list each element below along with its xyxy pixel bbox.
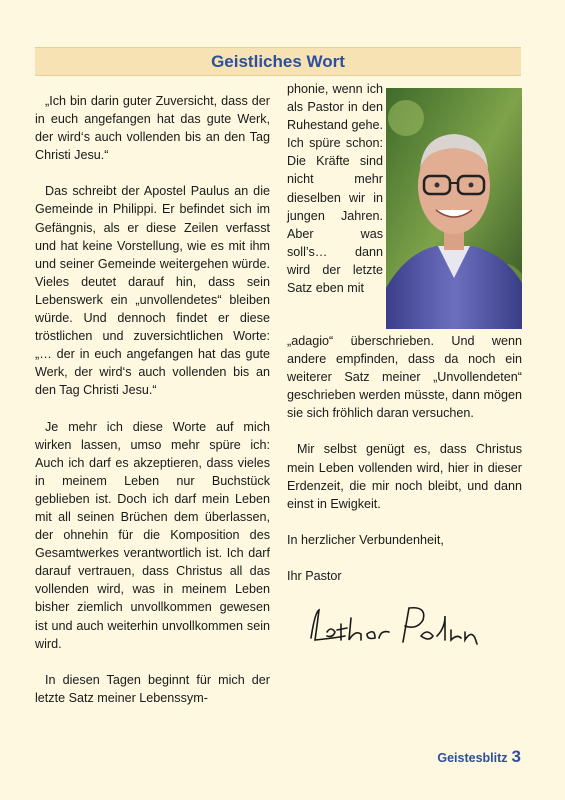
- page-number: 3: [511, 747, 521, 766]
- right-column-lower: [287, 332, 522, 585]
- page-footer: [437, 747, 521, 767]
- closing-text: In herzlicher Verbundenheit,: [287, 532, 444, 547]
- sign-off-text: Ihr Pastor: [287, 568, 342, 583]
- paragraph-paulus: Das schreibt der Apostel Paulus an die Gemeinde in Philippi. Er befindet sich im Gefängnis, als er diese Zeilen verfasst und hat keine Vorstellung, wie es mit ihm und seiner Gemeinde weitergehen würde. Vieles deutet darauf hin, dass sein Lebenswerk ein „unvollendetes“ bleiben würde. Und dennoch findet er diese tröstlichen und zuversichtlichen Worte: „… der in euch angefangen hat das gute Werk, der wird‘s auch vollenden bis an den Tag Christi Jesu.“: [35, 184, 270, 398]
- magazine-name: Geistesblitz: [437, 751, 508, 765]
- signature: [305, 602, 485, 652]
- paragraph-vollenden: Mir selbst genügt es, dass Christus mein Leben vollenden wird, hier in dieser Erdenzeit, die mir noch bleibt, und dann einst in Ewigkeit.: [287, 442, 522, 511]
- right-column-narrow: [287, 80, 383, 297]
- page-title: Geistliches Wort: [35, 47, 521, 76]
- pastor-photo: [386, 88, 522, 329]
- paragraph-lebenssymphonie: In diesen Tagen beginnt für mich der letzte Satz meiner Lebenssym-: [35, 672, 270, 705]
- paragraph-adagio: „adagio“ überschrieben. Und wenn andere empfinden, dass da noch ein weiterer Satz meiner „Unvollendeten“ geschrieben werden müsste, dann mögen sie sich fröhlich daran versuchen.: [287, 334, 522, 421]
- paragraph-reflection: Je mehr ich diese Worte auf mich wirken lassen, umso mehr spüre ich: Auch ich darf es akzeptieren, dass vieles in meinem Leben nur Buchstück geblieben ist. Doch ich darf mein Leben mit all seinen Brüchen dem überlassen, der ohnehin für die Komposition des Gesamtwerkes verantwortlich ist. Ich darf darauf vertrauen, dass Christus all das vollenden wird, was in meinem Leben bisher ziemlich unvollkommen gewesen ist und auch weiterhin unvollkommen sein wird.: [35, 419, 270, 651]
- left-column: [35, 92, 270, 707]
- paragraph-quote: „Ich bin darin guter Zuversicht, dass der in euch angefangen hat das gute Werk, der wird‘s auch vollenden bis an den Tag Christi Jesu.“: [35, 94, 270, 163]
- paragraph-ruhestand: phonie, wenn ich als Pastor in den Ruhestand gehe. Ich spüre schon: Die Kräfte sind nicht mehr dieselben wir in jungen Jahren. Aber was soll’s… dann wird der letzte Satz eben mit: [287, 82, 383, 296]
